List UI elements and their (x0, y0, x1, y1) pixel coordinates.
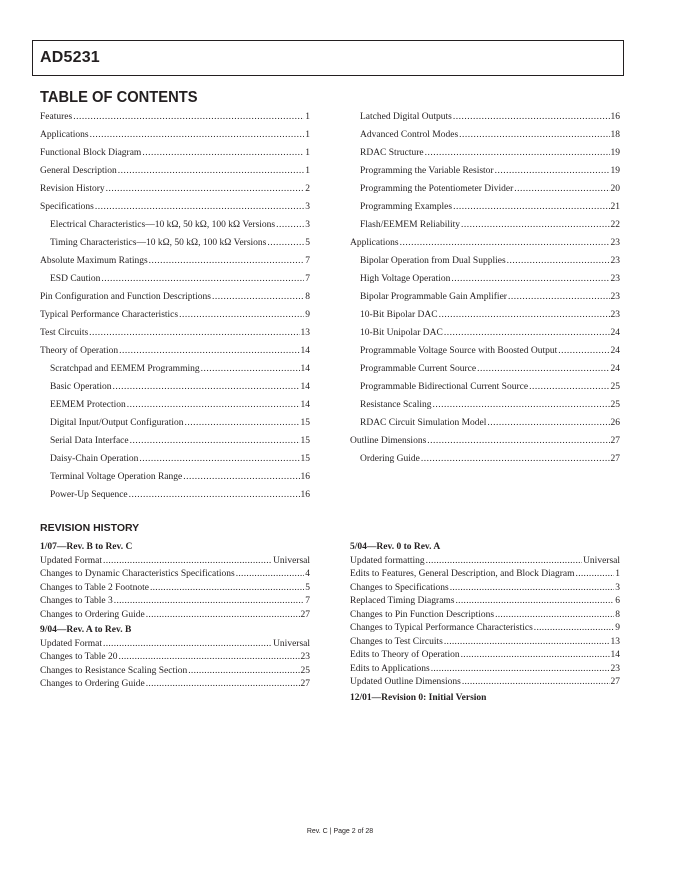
toc-entry[interactable] (350, 324, 620, 342)
revision-entry-page: 23 (300, 652, 310, 662)
toc-entry[interactable] (350, 180, 620, 198)
dot-leader (576, 568, 615, 582)
dot-leader (529, 378, 609, 396)
revision-entry (350, 595, 620, 609)
toc-entry-page: 7 (305, 274, 310, 284)
revision-entry-label: Edits to Applications (350, 663, 430, 674)
toc-entry-page: 20 (610, 184, 620, 194)
toc-entry[interactable] (40, 108, 310, 126)
dot-leader (444, 636, 610, 650)
toc-entry-label: Programming the Variable Resistor (360, 166, 494, 176)
toc-entry-page: 15 (300, 454, 310, 464)
toc-entry-page: 14 (300, 364, 310, 374)
toc-entry[interactable] (350, 414, 620, 432)
dot-leader (267, 234, 304, 252)
toc-entry[interactable] (350, 162, 620, 180)
dot-leader (433, 396, 610, 414)
revision-entry-label: Edits to Theory of Operation (350, 650, 460, 660)
dot-leader (112, 378, 299, 396)
toc-entry-label: Daisy-Chain Operation (50, 454, 139, 464)
dot-leader (103, 555, 272, 569)
toc-entry-label: High Voltage Operation (360, 274, 451, 284)
revision-entry-page: 7 (305, 596, 310, 606)
dot-leader (146, 678, 300, 692)
toc-entry-label: 10-Bit Unipolar DAC (360, 328, 443, 338)
revision-entry (350, 622, 620, 636)
dot-leader (421, 450, 610, 468)
dot-leader (426, 555, 582, 569)
revision-group (350, 541, 620, 690)
toc-entry-page: 27 (610, 436, 620, 446)
toc-entry-label: Terminal Voltage Operation Range (50, 472, 183, 482)
toc-entry-label: Power-Up Sequence (50, 490, 128, 500)
revision-history-right-column (350, 541, 620, 707)
revision-entry-label: Changes to Ordering Guide (40, 679, 145, 689)
toc-entry[interactable] (350, 198, 620, 216)
dot-leader (461, 649, 610, 663)
toc-entry-page: 18 (610, 130, 620, 140)
revision-entry (40, 568, 310, 582)
dot-leader (103, 638, 272, 652)
revision-entry-page: 23 (610, 663, 620, 674)
dot-leader (514, 180, 609, 198)
dot-leader (495, 162, 610, 180)
toc-entry-label: Features (40, 112, 73, 122)
toc-entry[interactable] (40, 216, 310, 234)
revision-entry-page: 8 (615, 609, 620, 620)
dot-leader (119, 651, 300, 665)
revision-entry-label: Changes to Test Circuits (350, 636, 443, 647)
toc-entry-page: 15 (300, 418, 310, 428)
toc-entry-page: 22 (610, 220, 620, 230)
dot-leader (400, 234, 610, 252)
revision-entry-label: Changes to Table 2 Footnote (40, 582, 149, 593)
toc-entry-label: Advanced Control Modes (360, 130, 459, 140)
toc-entry-page: 24 (610, 346, 620, 356)
dot-leader (89, 324, 299, 342)
header-box (32, 40, 624, 76)
toc-entry[interactable] (40, 126, 310, 144)
revision-entry-label: Updated Format (40, 638, 103, 649)
dot-leader (439, 306, 610, 324)
dot-leader (150, 582, 304, 596)
toc-entry-page: 9 (305, 310, 310, 320)
revision-entry (350, 663, 620, 677)
revision-entry-label: Changes to Ordering Guide (40, 609, 145, 620)
toc-entry-label: Programmable Voltage Source with Boosted Output (360, 346, 558, 356)
toc-entry[interactable] (350, 306, 620, 324)
toc-entry-page: 2 (305, 184, 310, 194)
dot-leader (276, 216, 304, 234)
dot-leader (534, 622, 614, 636)
toc-entry-page: 26 (610, 418, 620, 428)
revision-entry (350, 676, 620, 690)
toc-entry-page: 23 (610, 256, 620, 266)
dot-leader (453, 198, 609, 216)
revision-entry-page: 6 (615, 596, 620, 606)
toc-entry[interactable] (350, 234, 620, 252)
dot-leader (142, 144, 304, 162)
toc-entry-page: 24 (610, 364, 620, 374)
toc-entry[interactable] (40, 324, 310, 342)
revision-entry-label: Updated Outline Dimensions (350, 677, 461, 687)
revision-entry (350, 649, 620, 663)
revision-entry (350, 582, 620, 596)
toc-entry-label: Latched Digital Outputs (360, 112, 452, 122)
revision-entry-page: 4 (305, 569, 310, 579)
revision-entry-page: 27 (300, 679, 310, 689)
revision-entry (40, 638, 310, 652)
toc-entry[interactable] (350, 144, 620, 162)
dot-leader (185, 414, 300, 432)
toc-entry-label: Absolute Maximum Ratings (40, 256, 148, 266)
toc-entry[interactable] (40, 450, 310, 468)
toc-entry-label: Serial Data Interface (50, 436, 129, 446)
dot-leader (146, 609, 300, 623)
toc-entry-label: Revision History (40, 184, 105, 194)
revision-entry-page: 1 (615, 569, 620, 579)
dot-leader (129, 486, 300, 504)
toc-entry-page: 23 (610, 292, 620, 302)
toc-entry[interactable] (350, 108, 620, 126)
part-number: AD5231 (40, 49, 100, 66)
revision-entry (40, 555, 310, 569)
revision-group (40, 541, 310, 622)
toc-entry-label: Test Circuits (40, 328, 89, 338)
toc-entry-page: 27 (610, 454, 620, 464)
toc-entry-page: 23 (610, 238, 620, 248)
revision-entry-label: Changes to Pin Function Descriptions (350, 609, 495, 620)
dot-leader (139, 450, 299, 468)
toc-entry-page: 25 (610, 400, 620, 410)
revision-entry (40, 582, 310, 596)
revision-entry (350, 636, 620, 650)
toc-entry-label: Bipolar Operation from Dual Supplies (360, 256, 506, 266)
revision-entry (40, 665, 310, 679)
toc-entry-page: 1 (305, 166, 310, 176)
toc-entry-label: Applications (40, 130, 89, 140)
toc-entry-page: 16 (610, 112, 620, 122)
revision-history-title: REVISION HISTORY (40, 522, 140, 534)
toc-entry-label: EEMEM Protection (50, 400, 126, 410)
toc-entry-label: Digital Input/Output Configuration (50, 418, 184, 428)
toc-entry-label: Functional Block Diagram (40, 148, 142, 158)
revision-entry-label: Changes to Resistance Scaling Section (40, 665, 188, 676)
dot-leader (114, 595, 304, 609)
toc-entry[interactable] (350, 342, 620, 360)
toc-entry[interactable] (40, 288, 310, 306)
toc-entry[interactable] (350, 378, 620, 396)
revision-entry (40, 651, 310, 665)
dot-leader (73, 108, 304, 126)
toc-entry-page: 23 (610, 310, 620, 320)
dot-leader (508, 288, 610, 306)
toc-entry-label: 10-Bit Bipolar DAC (360, 310, 438, 320)
page-footer: Rev. C | Page 2 of 28 (306, 828, 374, 835)
toc-entry-page: 19 (610, 148, 620, 158)
revision-heading: 12/01—Revision 0: Initial Version (350, 692, 487, 703)
toc-entry-label: Programming Examples (360, 202, 453, 212)
revision-entry (350, 555, 620, 569)
dot-leader (450, 582, 615, 596)
toc-entry-label: RDAC Structure (360, 148, 424, 158)
toc-entry[interactable] (350, 270, 620, 288)
dot-leader (130, 432, 300, 450)
toc-entry[interactable] (40, 414, 310, 432)
toc-entry-page: 8 (305, 292, 310, 302)
toc-entry-page: 3 (305, 220, 310, 230)
dot-leader (477, 360, 609, 378)
dot-leader (507, 252, 610, 270)
toc-entry[interactable] (40, 162, 310, 180)
toc-entry-page: 14 (300, 382, 310, 392)
toc-entry[interactable] (40, 342, 310, 360)
toc-entry[interactable] (350, 126, 620, 144)
revision-heading: 1/07—Rev. B to Rev. C (40, 542, 133, 552)
toc-entry[interactable] (350, 360, 620, 378)
toc-entry-label: Programmable Bidirectional Current Source (360, 382, 529, 392)
revision-group (40, 624, 310, 692)
dot-leader (425, 144, 610, 162)
toc-entry-page: 1 (305, 112, 310, 122)
toc-entry[interactable] (40, 306, 310, 324)
revision-entry-label: Changes to Dynamic Characteristics Specifications (40, 569, 235, 579)
toc-entry-label: Timing Characteristics—10 kΩ, 50 kΩ, 100 kΩ Versions (50, 238, 267, 248)
revision-entry-page: 3 (615, 582, 620, 593)
revision-entry-label: Changes to Table 20 (40, 652, 118, 662)
toc-entry-label: General Description (40, 166, 117, 176)
toc-entry-label: Applications (350, 238, 399, 248)
toc-entry-label: ESD Caution (50, 274, 101, 284)
toc-entry-page: 5 (305, 238, 310, 248)
dot-leader (201, 360, 300, 378)
toc-entry[interactable] (40, 270, 310, 288)
dot-leader (453, 108, 610, 126)
toc-entry-page: 3 (305, 202, 310, 212)
toc-entry[interactable] (40, 198, 310, 216)
revision-entry (40, 609, 310, 623)
dot-leader (431, 663, 610, 677)
toc-entry-label: Scratchpad and EEMEM Programming (50, 364, 200, 374)
toc-entry-page: 13 (300, 328, 310, 338)
dot-leader (149, 252, 305, 270)
revision-entry-label: Updated Format (40, 555, 103, 566)
dot-leader (461, 216, 609, 234)
toc-entry-label: Basic Operation (50, 382, 112, 392)
revision-entry-page: 25 (300, 665, 310, 676)
revision-entry-label: Changes to Typical Performance Characteristics (350, 623, 533, 633)
revision-entry-page: 5 (305, 582, 310, 593)
revision-entry-label: Changes to Table 3 (40, 596, 113, 606)
toc-entry[interactable] (40, 486, 310, 504)
dot-leader (427, 432, 609, 450)
dot-leader (118, 162, 304, 180)
dot-leader (495, 609, 614, 623)
revision-entry-page: 14 (610, 650, 620, 660)
toc-entry[interactable] (40, 234, 310, 252)
revision-entry-label: Updated formatting (350, 555, 425, 566)
dot-leader (127, 396, 300, 414)
revision-entry (350, 609, 620, 623)
toc-right-column (350, 108, 620, 468)
toc-entry[interactable] (40, 378, 310, 396)
toc-entry-label: Bipolar Programmable Gain Amplifier (360, 292, 507, 302)
revision-entry-page: 13 (610, 636, 620, 647)
revision-group (350, 692, 620, 706)
toc-entry-label: Flash/EEMEM Reliability (360, 220, 461, 230)
dot-leader (558, 342, 609, 360)
toc-entry-label: Programming the Potentiometer Divider (360, 184, 514, 194)
revision-history-left-column (40, 541, 310, 694)
toc-entry-page: 14 (300, 346, 310, 356)
revision-entry-page: 9 (615, 623, 620, 633)
toc-entry-page: 14 (300, 400, 310, 410)
toc-entry-page: 16 (300, 490, 310, 500)
revision-entry-label: Changes to Specifications (350, 582, 449, 593)
toc-entry[interactable] (40, 468, 310, 486)
toc-entry-label: Electrical Characteristics—10 kΩ, 50 kΩ, 100 kΩ Versions (50, 220, 276, 230)
toc-left-column (40, 108, 310, 504)
toc-entry-label: Ordering Guide (360, 454, 420, 464)
toc-entry-page: 1 (305, 148, 310, 158)
toc-entry-page: 16 (300, 472, 310, 482)
dot-leader (459, 126, 609, 144)
revision-entry-label: Replaced Timing Diagrams (350, 596, 455, 606)
revision-entry-page: Universal (583, 555, 620, 566)
dot-leader (101, 270, 304, 288)
toc-entry[interactable] (40, 432, 310, 450)
toc-title: TABLE OF CONTENTS (40, 89, 198, 106)
dot-leader (456, 595, 615, 609)
toc-entry[interactable] (350, 396, 620, 414)
toc-entry-label: Pin Configuration and Function Descriptions (40, 292, 211, 302)
toc-entry-label: Programmable Current Source (360, 364, 477, 374)
dot-leader (119, 342, 299, 360)
revision-entry (40, 595, 310, 609)
dot-leader (179, 306, 304, 324)
dot-leader (188, 665, 299, 679)
toc-entry[interactable] (350, 288, 620, 306)
revision-entry-page: 27 (610, 677, 620, 687)
toc-entry[interactable] (350, 432, 620, 450)
toc-entry-label: Typical Performance Characteristics (40, 310, 179, 320)
dot-leader (106, 180, 305, 198)
toc-entry[interactable] (350, 216, 620, 234)
toc-entry[interactable] (350, 252, 620, 270)
toc-entry-page: 15 (300, 436, 310, 446)
toc-entry-label: RDAC Circuit Simulation Model (360, 418, 487, 428)
dot-leader (90, 126, 305, 144)
toc-entry[interactable] (40, 180, 310, 198)
dot-leader (183, 468, 299, 486)
revision-entry-page: Universal (273, 555, 310, 566)
dot-leader (236, 568, 305, 582)
toc-entry-page: 19 (610, 166, 620, 176)
revision-entry-page: Universal (273, 638, 310, 649)
revision-entry-page: 27 (300, 609, 310, 620)
revision-entry (350, 568, 620, 582)
revision-heading: 5/04—Rev. 0 to Rev. A (350, 542, 441, 552)
toc-entry-page: 24 (610, 328, 620, 338)
toc-entry[interactable] (40, 252, 310, 270)
toc-entry-page: 21 (610, 202, 620, 212)
dot-leader (487, 414, 609, 432)
toc-entry-label: Theory of Operation (40, 346, 119, 356)
toc-entry-label: Resistance Scaling (360, 400, 432, 410)
toc-entry-label: Outline Dimensions (350, 436, 427, 446)
toc-entry-page: 1 (305, 130, 310, 140)
revision-heading: 9/04—Rev. A to Rev. B (40, 625, 132, 635)
dot-leader (444, 324, 610, 342)
toc-entry[interactable] (40, 396, 310, 414)
toc-entry-page: 7 (305, 256, 310, 266)
toc-entry[interactable] (40, 360, 310, 378)
revision-entry (40, 678, 310, 692)
toc-entry[interactable] (350, 450, 620, 468)
toc-entry[interactable] (40, 144, 310, 162)
dot-leader (451, 270, 609, 288)
toc-entry-page: 23 (610, 274, 620, 284)
dot-leader (212, 288, 304, 306)
revision-entry-label: Edits to Features, General Description, and Block Diagram (350, 569, 575, 579)
dot-leader (95, 198, 304, 216)
dot-leader (462, 676, 610, 690)
toc-entry-label: Specifications (40, 202, 94, 212)
toc-entry-page: 25 (610, 382, 620, 392)
